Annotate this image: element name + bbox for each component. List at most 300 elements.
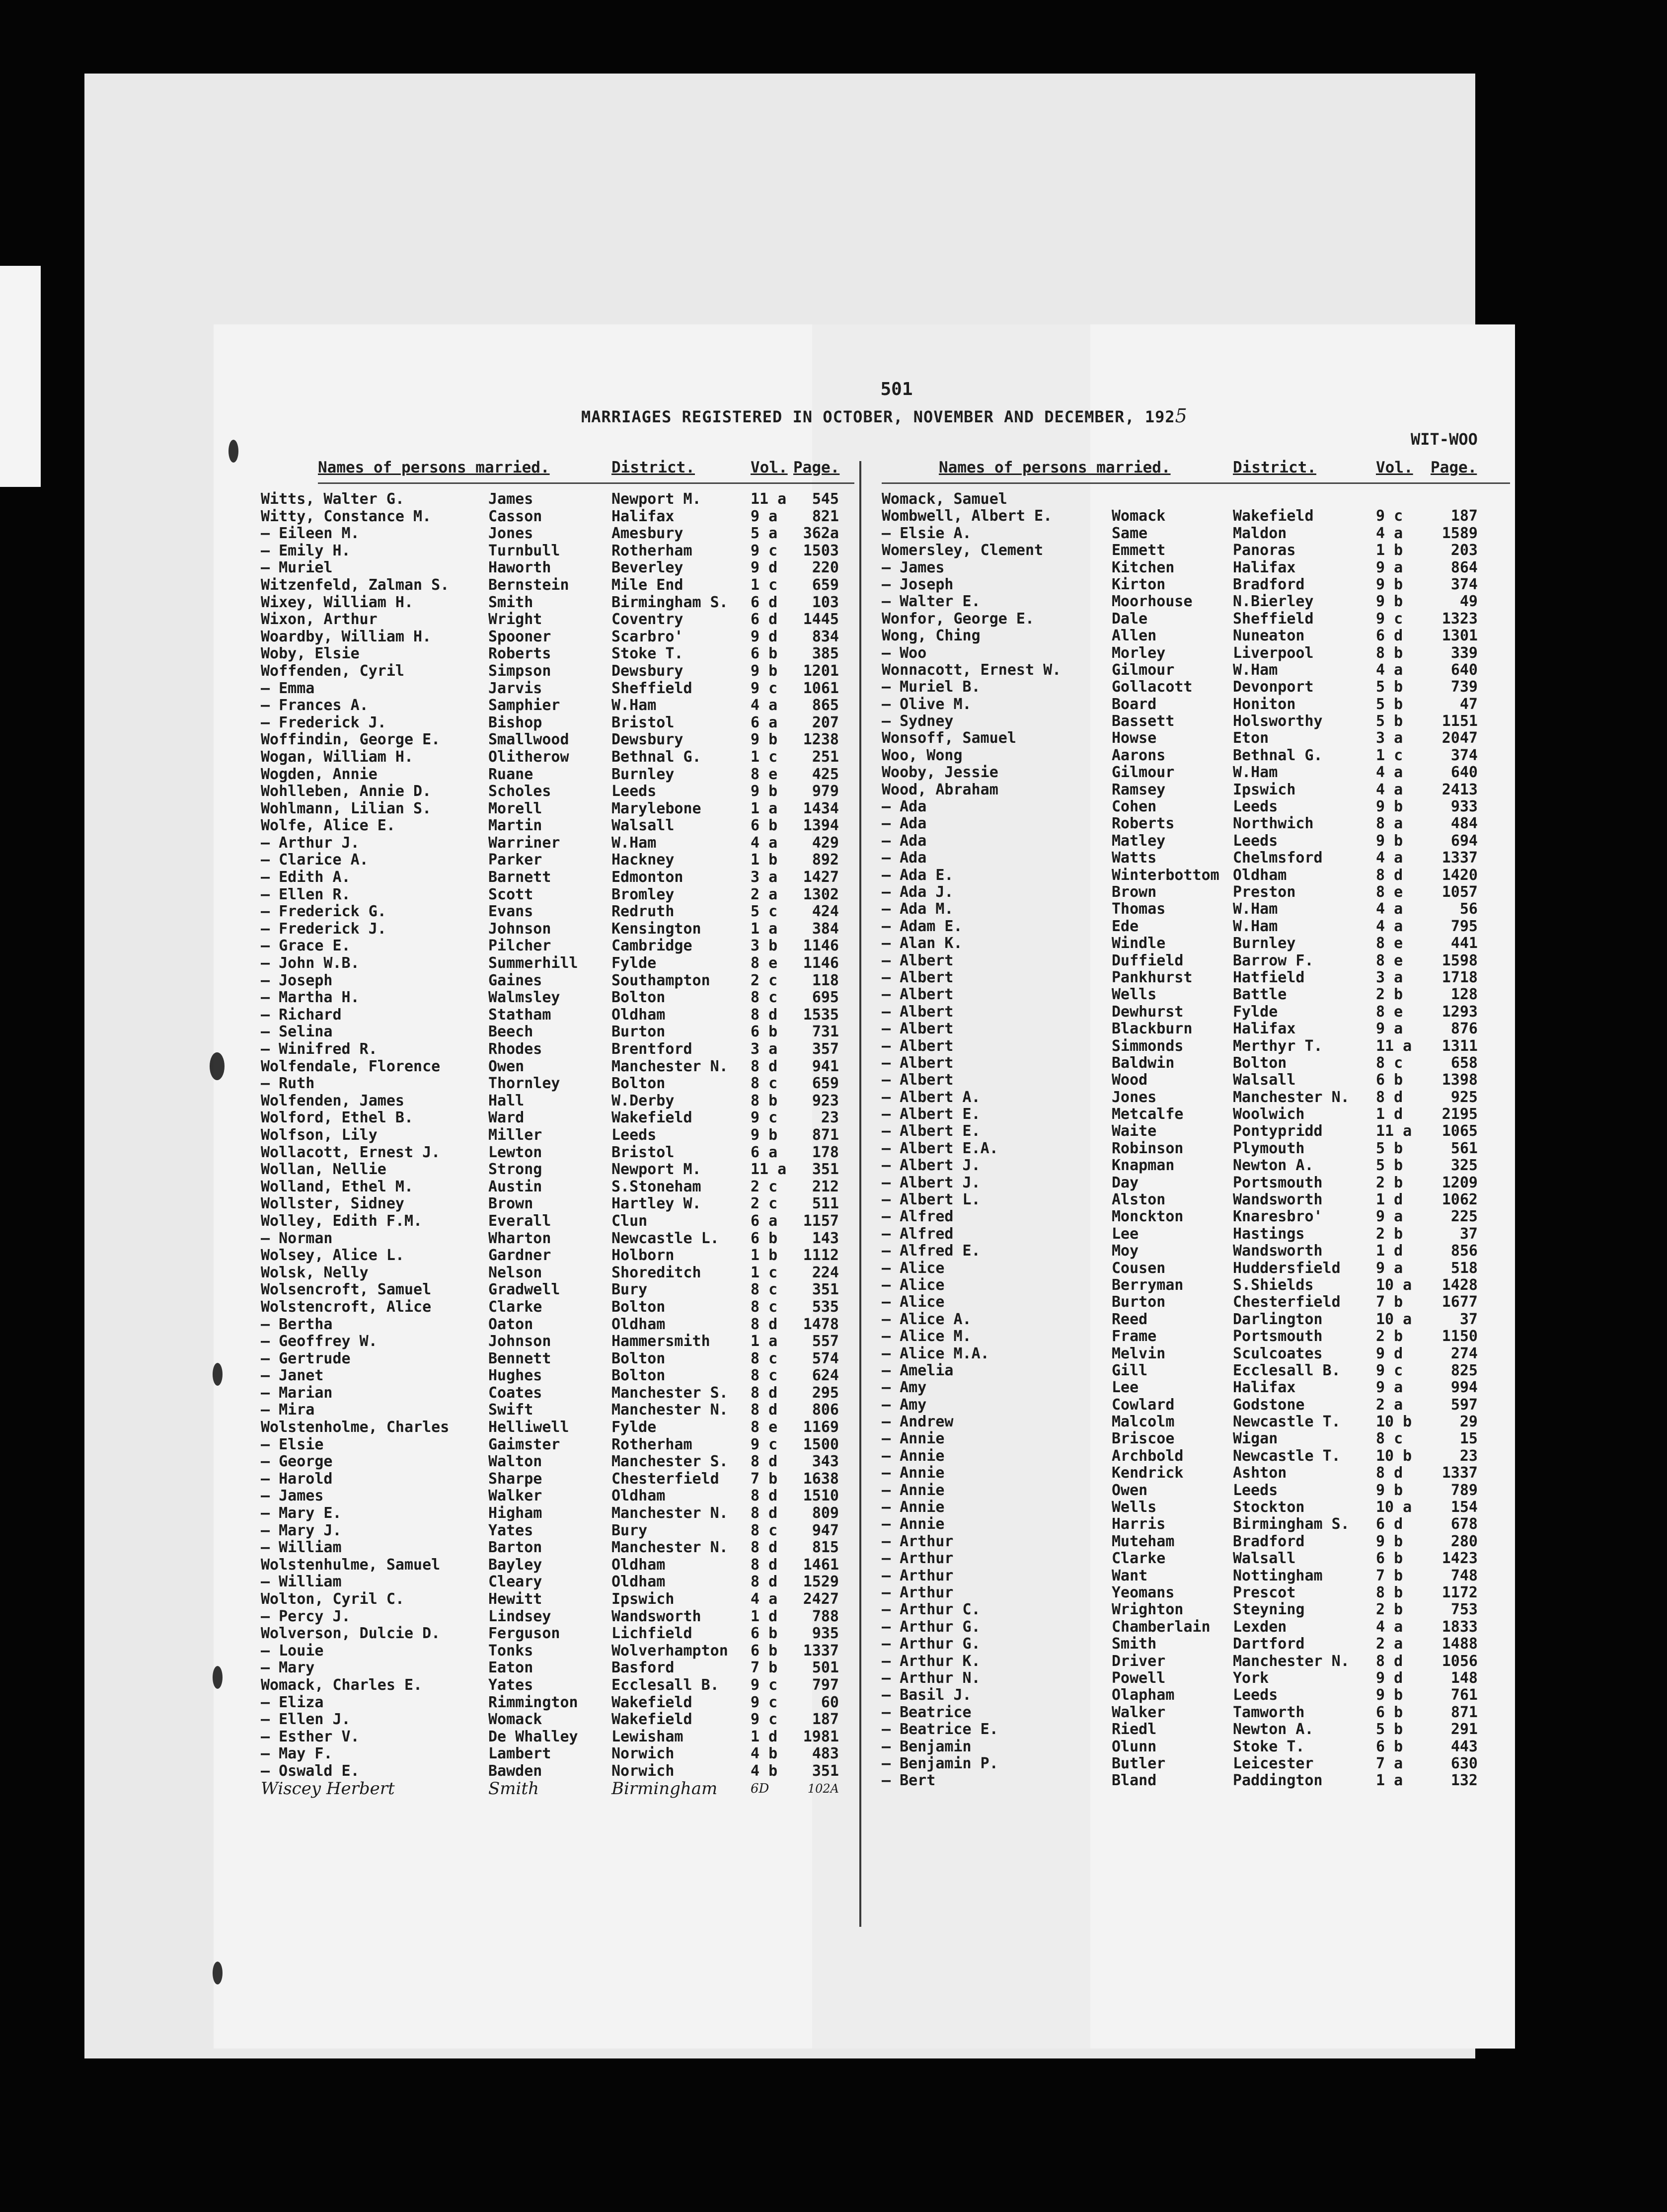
entry-district: Manchester N. (611, 1504, 728, 1522)
entry-name: Wolfson, Lily (261, 1126, 378, 1144)
entry-name: Wiscey Herbert (261, 1778, 395, 1799)
entry-district: Stockton (1233, 1499, 1305, 1516)
entry-page: 1981 (803, 1728, 839, 1745)
entry-page: 789 (1450, 1481, 1478, 1499)
entry-volume: 1 b (751, 851, 778, 869)
entry-name: — Selina (261, 1023, 333, 1041)
entry-volume: 8 c (751, 989, 778, 1007)
entry-name: — Albert (882, 986, 954, 1004)
register-entry (882, 1072, 1505, 1089)
entry-name: — Annie (882, 1430, 945, 1448)
entry-spouse-surname: Malcolm (1112, 1413, 1175, 1431)
entry-volume: 7 b (1376, 1293, 1403, 1311)
entry-district: Hastings (1233, 1225, 1305, 1243)
entry-volume: 8 d (751, 1384, 778, 1402)
entry-page: 207 (812, 713, 839, 731)
entry-district: Paddington (1233, 1772, 1323, 1790)
entry-spouse-surname: Walker (1112, 1703, 1166, 1721)
entry-name: — Annie (882, 1447, 945, 1465)
entry-district: Leeds (1233, 1481, 1278, 1499)
entry-name: — Marian (261, 1384, 333, 1402)
register-entry (261, 817, 859, 835)
entry-volume: 6 d (751, 611, 778, 629)
entry-district: Brentford (611, 1040, 692, 1058)
entry-page: 325 (1450, 1157, 1478, 1175)
entry-district: Manchester N. (611, 1401, 728, 1419)
entry-spouse-surname: Bland (1112, 1772, 1157, 1790)
entry-district: Manchester N. (1233, 1652, 1350, 1670)
entry-name: Woffenden, Cyril (261, 662, 404, 680)
entry-page: 225 (1450, 1208, 1478, 1226)
entry-page: 1478 (803, 1315, 839, 1333)
entry-spouse-surname: Day (1112, 1174, 1139, 1191)
entry-spouse-surname: Muteham (1112, 1532, 1175, 1550)
entry-spouse-surname: Yates (488, 1676, 533, 1694)
entry-district: Manchester N. (611, 1057, 728, 1075)
entry-district: S.Shields (1233, 1276, 1314, 1294)
entry-page: 994 (1450, 1379, 1478, 1397)
entry-name: — Albert (882, 1071, 954, 1089)
register-entry (261, 1299, 859, 1316)
entry-volume: 6 b (1376, 1550, 1403, 1568)
entry-spouse-surname: Lee (1112, 1225, 1139, 1243)
entry-page: 1209 (1441, 1174, 1478, 1191)
register-entry (261, 1402, 859, 1419)
entry-name: — Ada (882, 815, 927, 833)
entry-district: Newcastle T. (1233, 1447, 1341, 1465)
register-entry (261, 525, 859, 543)
entry-name: — Frances A. (261, 697, 369, 714)
entry-page: 1146 (803, 954, 839, 972)
entry-name: Wollster, Sidney (261, 1195, 404, 1213)
entry-volume: 8 d (751, 1006, 778, 1024)
entry-name: Witts, Walter G. (261, 490, 404, 508)
entry-district: Fylde (611, 1419, 657, 1436)
register-entry (882, 867, 1505, 884)
entry-district: Coventry (611, 611, 683, 629)
entry-volume: 8 c (751, 1298, 778, 1316)
entry-spouse-surname: Cleary (488, 1573, 542, 1591)
entry-page: 574 (812, 1349, 839, 1367)
register-entry (882, 1157, 1505, 1174)
register-entry (261, 1643, 859, 1660)
entry-page: 351 (812, 1281, 839, 1299)
entry-spouse-surname: Riedl (1112, 1721, 1157, 1738)
entry-spouse-surname: Powell (1112, 1669, 1166, 1687)
entry-name: Wohlleben, Annie D. (261, 783, 432, 800)
entry-volume: 6D (751, 1781, 769, 1796)
register-entry (882, 1448, 1505, 1465)
entry-volume: 8 e (751, 954, 778, 972)
register-entry (261, 1213, 859, 1230)
entry-spouse-surname: Jarvis (488, 679, 542, 697)
register-entry (261, 714, 859, 732)
entry-page: 220 (812, 559, 839, 577)
entry-name: Wolland, Ethel M. (261, 1178, 414, 1195)
entry-district: Portsmouth (1233, 1328, 1323, 1345)
entry-spouse-surname: Rhodes (488, 1040, 542, 1058)
entry-district: Woolwich (1233, 1106, 1305, 1123)
entry-name: — Ellen J. (261, 1711, 351, 1729)
entry-spouse-surname: Oaton (488, 1315, 533, 1333)
register-entry (882, 1414, 1505, 1430)
entry-name: Wohlmann, Lilian S. (261, 799, 432, 817)
entry-spouse-surname: Matley (1112, 832, 1166, 850)
entry-district: Wandsworth (1233, 1191, 1323, 1209)
entry-name: Wolstenholme, Charles (261, 1419, 450, 1436)
entry-district: Halifax (611, 507, 675, 525)
register-entry (261, 1522, 859, 1540)
register-entry (261, 1058, 859, 1076)
entry-spouse-surname: Walker (488, 1487, 542, 1505)
entry-name: — Arthur J. (261, 834, 360, 852)
entry-volume: 6 b (751, 1229, 778, 1247)
entry-district: Hackney (611, 851, 675, 869)
entry-district: Pontypridd (1233, 1122, 1323, 1140)
entry-district: Manchester S. (611, 1453, 728, 1471)
entry-page: 212 (812, 1178, 839, 1195)
entry-page: 429 (812, 834, 839, 852)
entry-volume: 1 a (751, 1333, 778, 1350)
entry-district: Shoreditch (611, 1264, 701, 1281)
entry-spouse-surname: Briscoe (1112, 1430, 1175, 1448)
entry-spouse-surname: Alston (1112, 1191, 1166, 1209)
entry-page: 871 (812, 1126, 839, 1144)
entry-district: Bethnal G. (611, 748, 701, 766)
entry-spouse-surname: Morell (488, 799, 542, 817)
entry-name: — Arthur (882, 1550, 954, 1568)
entry-spouse-surname: Lewton (488, 1143, 542, 1161)
entry-name: — Esther V. (261, 1728, 360, 1745)
entry-page: 351 (812, 1762, 839, 1780)
entry-district: Scarbro' (611, 628, 683, 645)
register-entry (882, 1208, 1505, 1225)
entry-spouse-surname: Bernstein (488, 576, 569, 594)
entry-page: 1445 (803, 611, 839, 629)
entry-district: Knaresbro' (1233, 1208, 1323, 1226)
entry-spouse-surname: Blackburn (1112, 1020, 1193, 1038)
entry-name: — Mary E. (261, 1504, 342, 1522)
entry-page: 1151 (1441, 712, 1478, 730)
header-district: District. (1233, 459, 1316, 476)
entry-district: Sheffield (1233, 610, 1314, 628)
entry-district: Birmingham S. (611, 593, 728, 611)
register-entry (261, 629, 859, 646)
entry-district: Bolton (611, 1075, 666, 1093)
register-entry (882, 1533, 1505, 1550)
entry-page: 291 (1450, 1721, 1478, 1738)
page-number: 501 (880, 379, 913, 399)
entry-volume: 6 a (751, 713, 778, 731)
register-entry (261, 1024, 859, 1041)
register-entry (261, 783, 859, 800)
entry-name: — Annie (882, 1464, 945, 1482)
entry-spouse-surname: Wharton (488, 1229, 551, 1247)
register-entry (882, 952, 1505, 969)
entry-volume: 9 b (1376, 575, 1403, 593)
entry-page: 1065 (1441, 1122, 1478, 1140)
register-entry (882, 645, 1505, 662)
entry-district: Wakefield (611, 1711, 692, 1729)
entry-district: Honiton (1233, 695, 1296, 713)
entry-name: Witty, Constance M. (261, 507, 432, 525)
entry-spouse-surname: Ruane (488, 765, 533, 783)
entry-volume: 6 a (751, 1212, 778, 1230)
entry-district: Basford (611, 1659, 675, 1677)
entry-page: 102A (807, 1781, 839, 1796)
register-entry (261, 800, 859, 818)
entry-page: 49 (1459, 593, 1478, 611)
entry-name: — Percy J. (261, 1607, 351, 1625)
entry-spouse-surname: Helliwell (488, 1419, 569, 1436)
entry-district: Wakefield (611, 1109, 692, 1127)
entry-spouse-surname: Gill (1112, 1361, 1148, 1379)
entry-district: W.Derby (611, 1092, 675, 1109)
entry-name: — Amy (882, 1396, 927, 1414)
entry-name: — Beatrice E. (882, 1721, 998, 1738)
entry-volume: 3 a (751, 1040, 778, 1058)
register-entry (882, 628, 1505, 644)
entry-page: 1677 (1441, 1293, 1478, 1311)
register-entry (882, 1106, 1505, 1123)
entry-page: 484 (1450, 815, 1478, 833)
entry-name: — Arthur (882, 1584, 954, 1601)
register-entry (261, 1729, 859, 1746)
entry-name: — Albert J. (882, 1174, 981, 1191)
entry-spouse-surname: Butler (1112, 1754, 1166, 1772)
entry-volume: 3 a (1376, 968, 1403, 986)
entry-district: Northwich (1233, 815, 1314, 833)
entry-volume: 7 b (751, 1470, 778, 1488)
entry-volume: 6 b (751, 817, 778, 835)
entry-page: 947 (812, 1521, 839, 1539)
entry-spouse-surname: Warriner (488, 834, 560, 852)
entry-page: 1500 (803, 1435, 839, 1453)
column-divider (859, 461, 861, 1927)
entry-volume: 5 a (751, 525, 778, 543)
entry-name: — Benjamin P. (882, 1754, 998, 1772)
entry-district: Rotherham (611, 542, 692, 559)
register-entry (261, 1488, 859, 1505)
entry-page: 128 (1450, 986, 1478, 1004)
entry-name: Wolford, Ethel B. (261, 1109, 414, 1127)
entry-volume: 9 b (1376, 1481, 1403, 1499)
entry-volume: 3 a (751, 869, 778, 886)
entry-name: — Ada (882, 798, 927, 816)
entry-name: — Albert (882, 1054, 954, 1072)
entry-volume: 4 a (751, 1590, 778, 1608)
entry-name: — Olive M. (882, 695, 972, 713)
entry-spouse-surname: Johnson (488, 920, 551, 938)
entry-page: 2047 (1441, 729, 1478, 747)
entry-volume: 8 d (751, 1504, 778, 1522)
entry-name: — Eileen M. (261, 525, 360, 543)
entry-page: 731 (812, 1023, 839, 1041)
register-entry (261, 1608, 859, 1626)
register-entry (261, 1471, 859, 1488)
entry-spouse-surname: Archbold (1112, 1447, 1184, 1465)
entry-name: — Frederick J. (261, 713, 386, 731)
entry-spouse-surname: Metcalfe (1112, 1106, 1184, 1123)
entry-volume: 8 d (751, 1573, 778, 1591)
entry-district: Amesbury (611, 525, 683, 543)
entry-spouse-surname: Aarons (1112, 746, 1166, 764)
entry-name: — Muriel (261, 559, 333, 577)
register-entry (882, 1670, 1505, 1687)
entry-volume: 4 a (1376, 781, 1403, 798)
register-entry (261, 1385, 859, 1402)
entry-volume: 9 b (751, 662, 778, 680)
entry-volume: 8 d (751, 1401, 778, 1419)
entry-page: 1510 (803, 1487, 839, 1505)
entry-name: — Emma (261, 679, 315, 697)
register-entry (261, 1281, 859, 1299)
entry-page: 1301 (1441, 627, 1478, 645)
entry-name: Wolfenden, James (261, 1092, 404, 1109)
entry-spouse-surname: Simpson (488, 662, 551, 680)
register-entry (261, 1350, 859, 1368)
entry-volume: 8 e (751, 765, 778, 783)
entry-volume: 9 b (1376, 593, 1403, 611)
register-entry (261, 680, 859, 698)
entry-name: — Benjamin (882, 1738, 972, 1755)
entry-page: 178 (812, 1143, 839, 1161)
register-entry (882, 508, 1505, 525)
entry-page: 1311 (1441, 1037, 1478, 1055)
entry-district: Leicester (1233, 1754, 1314, 1772)
entry-volume: 4 a (1376, 524, 1403, 542)
entry-spouse-surname: Monckton (1112, 1208, 1184, 1226)
entry-volume: 6 b (751, 1642, 778, 1659)
entry-name: — Alice M. (882, 1328, 972, 1345)
page-title-typed: MARRIAGES REGISTERED IN OCTOBER, NOVEMBER AND DECEMBER, 192 (581, 407, 1175, 426)
entry-spouse-surname: Eaton (488, 1659, 533, 1677)
entry-name: — Louie (261, 1642, 324, 1659)
entry-page: 1238 (803, 731, 839, 749)
entry-spouse-surname: Walmsley (488, 989, 560, 1007)
entry-district: Walsall (1233, 1550, 1296, 1568)
entry-spouse-surname: Smith (488, 593, 533, 611)
entry-district: Wandsworth (611, 1607, 701, 1625)
entry-spouse-surname: Frame (1112, 1328, 1157, 1345)
register-entry (261, 852, 859, 869)
entry-district: Redruth (611, 903, 675, 921)
entry-name: — Woo (882, 644, 927, 662)
entry-name: — Ruth (261, 1075, 315, 1093)
entry-district: Lichfield (611, 1625, 692, 1643)
register-entry (261, 1419, 859, 1436)
entry-district: Ashton (1233, 1464, 1287, 1482)
entry-volume: 5 c (751, 903, 778, 921)
entry-district: W.Ham (1233, 764, 1278, 782)
register-entry (882, 1772, 1505, 1789)
entry-volume: 8 b (1376, 1584, 1403, 1601)
entry-name: — Ada M. (882, 900, 954, 918)
entry-volume: 11 a (1376, 1122, 1412, 1140)
header-names: Names of persons married. (939, 459, 1171, 476)
register-entry (882, 1243, 1505, 1260)
entry-name: — William (261, 1539, 342, 1557)
entry-volume: 1 d (1376, 1242, 1403, 1260)
entry-volume: 4 a (1376, 900, 1403, 918)
register-entry (882, 850, 1505, 867)
entry-district: Burnley (1233, 935, 1296, 952)
entry-spouse-surname: Berryman (1112, 1276, 1184, 1294)
entry-spouse-surname: Gradwell (488, 1281, 560, 1299)
entry-volume: 4 a (1376, 661, 1403, 679)
entry-volume: 8 c (751, 1075, 778, 1093)
entry-page: 892 (812, 851, 839, 869)
entry-page: 441 (1450, 935, 1478, 952)
entry-page: 37 (1459, 1225, 1478, 1243)
entry-district: Bristol (611, 713, 675, 731)
entry-name: — Martha H. (261, 989, 360, 1007)
entry-spouse-surname: Ede (1112, 917, 1139, 935)
register-entry (261, 869, 859, 886)
register-entry (882, 1516, 1505, 1533)
entry-volume: 9 b (751, 783, 778, 800)
entry-district: Oldham (1233, 866, 1287, 884)
entry-spouse-surname: Moy (1112, 1242, 1139, 1260)
register-entry (882, 764, 1505, 781)
punch-hole-mark (228, 440, 238, 463)
entry-district: Beverley (611, 559, 683, 577)
entry-spouse-surname: Gilmour (1112, 764, 1175, 782)
entry-page: 856 (1450, 1242, 1478, 1260)
register-entry (261, 491, 859, 508)
register-entry (261, 1591, 859, 1608)
register-entry (882, 969, 1505, 986)
entry-district: Fylde (1233, 1003, 1278, 1021)
entry-name: — George (261, 1453, 333, 1471)
entry-spouse-surname: Thornley (488, 1075, 560, 1093)
entry-spouse-surname: Thomas (1112, 900, 1166, 918)
entry-district: Oldham (611, 1556, 666, 1574)
entry-name: Witzenfeld, Zalman S. (261, 576, 450, 594)
entry-page: 806 (812, 1401, 839, 1419)
entry-district: Holsworthy (1233, 712, 1323, 730)
entry-page: 1157 (803, 1212, 839, 1230)
entry-volume: 8 b (751, 1092, 778, 1109)
entry-spouse-surname: Board (1112, 695, 1157, 713)
page-title (581, 405, 1188, 427)
entry-district: Bolton (611, 1349, 666, 1367)
entry-name: — Alice (882, 1293, 945, 1311)
entry-district: Burton (611, 1023, 666, 1041)
entry-name: — Alice (882, 1276, 945, 1294)
entry-spouse-surname: Moorhouse (1112, 593, 1193, 611)
entry-volume: 1 c (1376, 746, 1403, 764)
register-entry (261, 1127, 859, 1144)
register-entry (882, 1175, 1505, 1191)
entry-volume: 4 b (751, 1762, 778, 1780)
entry-name: — Muriel B. (882, 678, 981, 696)
entry-spouse-surname: Brown (1112, 883, 1157, 901)
entry-district: Bolton (611, 1367, 666, 1385)
entry-page: 384 (812, 920, 839, 938)
register-sheet (214, 324, 1515, 2049)
entry-volume: 2 c (751, 1178, 778, 1195)
entry-spouse-surname: Owen (1112, 1481, 1148, 1499)
entry-page: 60 (821, 1693, 839, 1711)
entry-spouse-surname: Walton (488, 1453, 542, 1471)
register-entry (882, 1755, 1505, 1772)
entry-spouse-surname: Jones (488, 525, 533, 543)
entry-volume: 10 a (1376, 1276, 1412, 1294)
entry-district: Hammersmith (611, 1333, 710, 1350)
entry-spouse-surname: Driver (1112, 1652, 1166, 1670)
entry-district: Ipswich (1233, 781, 1296, 798)
